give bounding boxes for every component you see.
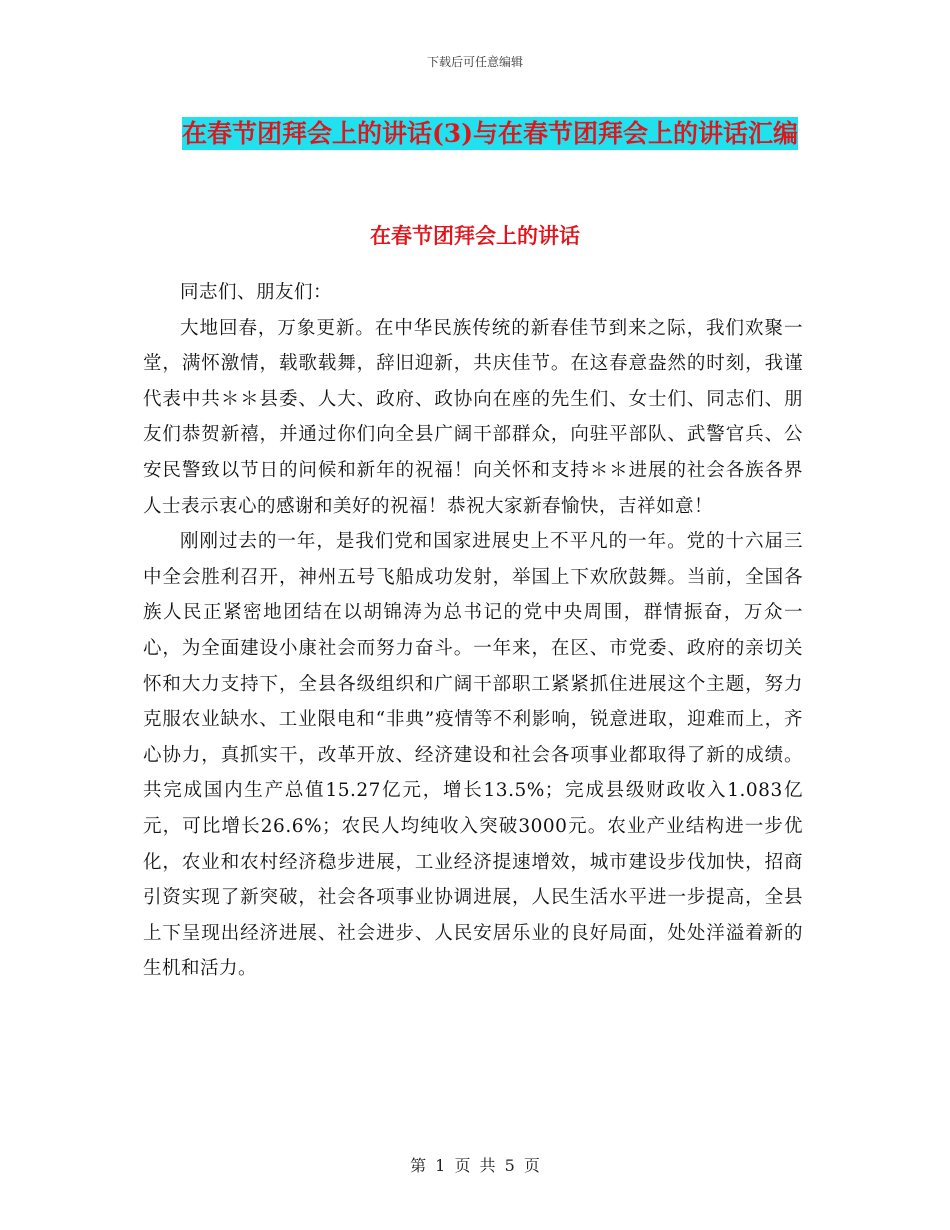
document-title [140,110,840,158]
header-note: 下载后可任意编辑 [426,55,523,69]
paragraph: 大地回春，万象更新。在中华民族传统的新春佳节到来之际，我们欢聚一堂，满怀激情，载歌载舞，辞旧迎新，共庆佳节。在这春意盎然的时刻，我谨代表中共＊＊县委、人大、政府、政协向在座的先生们、女士们、同志们、朋友们恭贺新禧，并通过你们向全县广阔干部群众，向驻平部队、武警官兵、公安民警致以节日的问候和新年的祝福！向关怀和支持＊＊进展的社会各族各界人士表示衷心的感谢和美好的祝福！恭祝大家新春愉快，吉祥如意！ [143,317,803,517]
section-title: 在春节团拜会上的讲话 [370,223,580,248]
paragraph-greeting: 同志们、朋友们： [180,282,333,303]
document-body [143,275,803,987]
paragraph: 刚刚过去的一年，是我们党和国家进展史上不平凡的一年。党的十六届三中全会胜利召开，神州五号飞船成功发射，举国上下欢欣鼓舞。当前，全国各族人民正紧密地团结在以胡锦涛为总书记的党中央周围，群情振奋，万众一心，为全面建设小康社会而努力奋斗。一年来，在区、市党委、政府的亲切关怀和大力支持下，全县各级组织和广阔干部职工紧紧抓住进展这个主题，努力克服农业缺水、工业限电和“非典”疫情等不利影响，锐意进取，迎难而上，齐心协力，真抓实干，改革开放、经济建设和社会各项事业都取得了新的成绩。共完成国内生产总值15.27亿元，增长13.5%；完成县级财政收入1.083亿元，可比增长26.6%；农民人均纯收入突破3000元。农业产业结构进一步优化，农业和农村经济稳步进展，工业经济提速增效，城市建设步伐加快，招商引资实现了新突破，社会各项事业协调进展，人民生活水平进一步提高，全县上下呈现出经济进展、社会进步、人民安居乐业的良好局面，处处洋溢着新的生机和活力。 [143,531,803,980]
page-number: 第 1 页 共 5 页 [410,1156,540,1175]
document-title-text: 在春节团拜会上的讲话(3)与在春节团拜会上的讲话汇编 [181,119,799,148]
